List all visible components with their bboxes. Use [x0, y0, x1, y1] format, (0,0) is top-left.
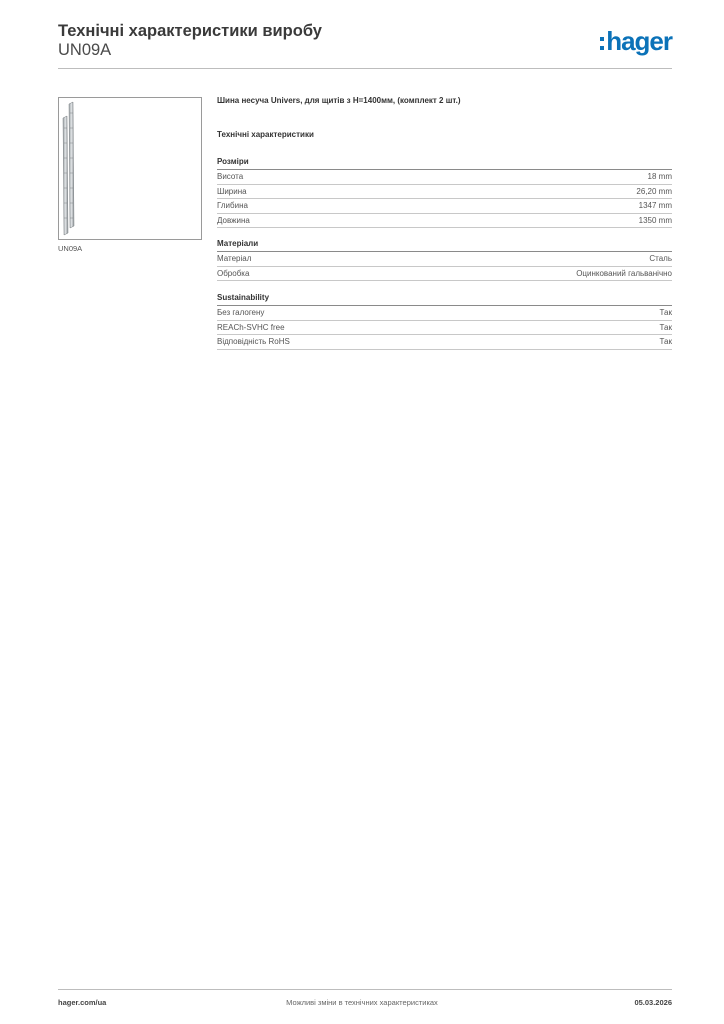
spec-row — [217, 185, 672, 200]
logo-text: hager — [606, 26, 672, 56]
spec-label: Глибина — [217, 201, 248, 210]
footer-note: Можливі зміни в технічних характеристиках — [286, 998, 438, 1007]
section-title: Матеріали — [217, 237, 672, 252]
spec-value: Так — [659, 337, 672, 346]
image-caption: UN09A — [58, 244, 83, 253]
spec-row — [217, 306, 672, 321]
logo-mark-icon — [600, 37, 604, 50]
spec-value: 1350 mm — [638, 215, 672, 225]
spec-row — [217, 214, 672, 229]
spec-row — [217, 199, 672, 214]
spec-label: Відповідність RoHS — [217, 337, 290, 346]
spec-label: Обробка — [217, 268, 250, 278]
footer-website: hager.com/ua — [58, 998, 107, 1007]
spec-value: Оцинкований гальванічно — [576, 268, 672, 278]
spec-label: Ширина — [217, 186, 247, 196]
spec-label: Без галогену — [217, 308, 265, 317]
spec-content — [217, 96, 672, 350]
footer-date: 05.03.2026 — [634, 998, 672, 1007]
header-divider — [58, 68, 672, 69]
spec-label: REACh-SVHC free — [217, 322, 285, 332]
spec-value: Так — [659, 322, 672, 332]
section-materials — [217, 237, 672, 281]
spec-row — [217, 170, 672, 185]
product-image — [58, 97, 202, 240]
spec-value: Так — [659, 308, 672, 317]
product-code: UN09A — [58, 41, 112, 59]
page-title: Технічні характеристики виробу — [58, 22, 322, 40]
spec-row — [217, 321, 672, 336]
footer-divider — [58, 989, 672, 990]
spec-value: Сталь — [649, 254, 672, 263]
section-dimensions — [217, 155, 672, 228]
spec-value: 26,20 mm — [636, 186, 672, 196]
spec-value: 1347 mm — [638, 201, 672, 210]
spec-row — [217, 267, 672, 282]
spec-row — [217, 252, 672, 267]
spec-row — [217, 335, 672, 350]
product-description: Шина несуча Univers, для щитів з H=1400мм, (комплект 2 шт.) — [217, 96, 461, 105]
section-sustainability — [217, 291, 672, 350]
mounting-rail-illustration — [59, 98, 201, 239]
tech-heading: Технічні характеристики — [217, 130, 314, 139]
hager-logo — [600, 28, 672, 58]
section-title: Sustainability — [217, 291, 672, 306]
page-header — [58, 22, 672, 68]
section-title: Розміри — [217, 155, 672, 170]
spec-label: Довжина — [217, 215, 250, 225]
spec-label: Матеріал — [217, 254, 252, 263]
spec-label: Висота — [217, 172, 244, 181]
spec-value: 18 mm — [647, 172, 672, 181]
